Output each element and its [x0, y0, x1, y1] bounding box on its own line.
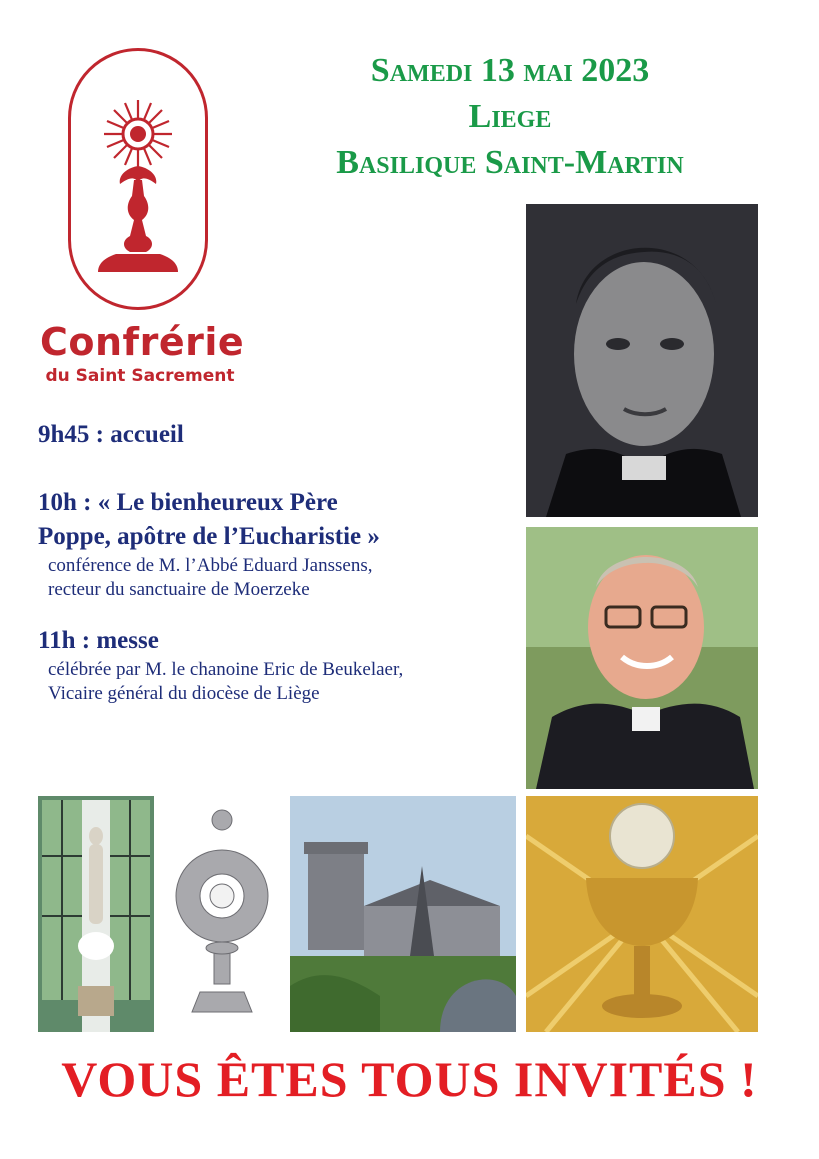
schedule-item-mass-role: Vicaire général du diocèse de Liège: [48, 683, 320, 704]
event-date: Samedi 13 mai 2023: [370, 52, 650, 89]
event-venue: Basilique Saint-Martin: [336, 144, 684, 181]
photo-chalice-host: [526, 796, 758, 1032]
event-city: Liege: [468, 98, 552, 135]
schedule-item-conference-speaker: conférence de M. l’Abbé Eduard Janssens,: [48, 555, 373, 576]
logo-name: Confrérie: [40, 320, 245, 364]
schedule-item-welcome: 9h45 : accueil: [38, 421, 184, 448]
schedule-item-conference-title-2: Poppe, apôtre de l’Eucharistie »: [38, 523, 380, 550]
invitation-banner: VOUS ÊTES TOUS INVITÉS !: [61, 1051, 758, 1107]
schedule-item-conference-role: recteur du sanctuaire de Moerzeke: [48, 579, 310, 600]
schedule-item-mass: 11h : messe: [38, 627, 159, 654]
schedule-item-mass-celebrant: célébrée par M. le chanoine Eric de Beukelaer,: [48, 659, 404, 680]
event-header: [260, 48, 760, 186]
photo-abbe-janssens: [526, 527, 758, 789]
logo-subtitle: du Saint Sacrement: [45, 366, 235, 386]
photo-father-poppe: [526, 204, 758, 517]
photo-chapel-window: [38, 796, 154, 1032]
monstrance-icon: [68, 48, 208, 310]
confrerie-logo: [40, 48, 245, 388]
photo-basilique-saint-martin: [290, 796, 516, 1032]
photo-monstrance: [164, 796, 280, 1032]
schedule-item-conference-title-1: 10h : « Le bienheureux Père: [38, 489, 338, 516]
schedule: [38, 418, 518, 706]
